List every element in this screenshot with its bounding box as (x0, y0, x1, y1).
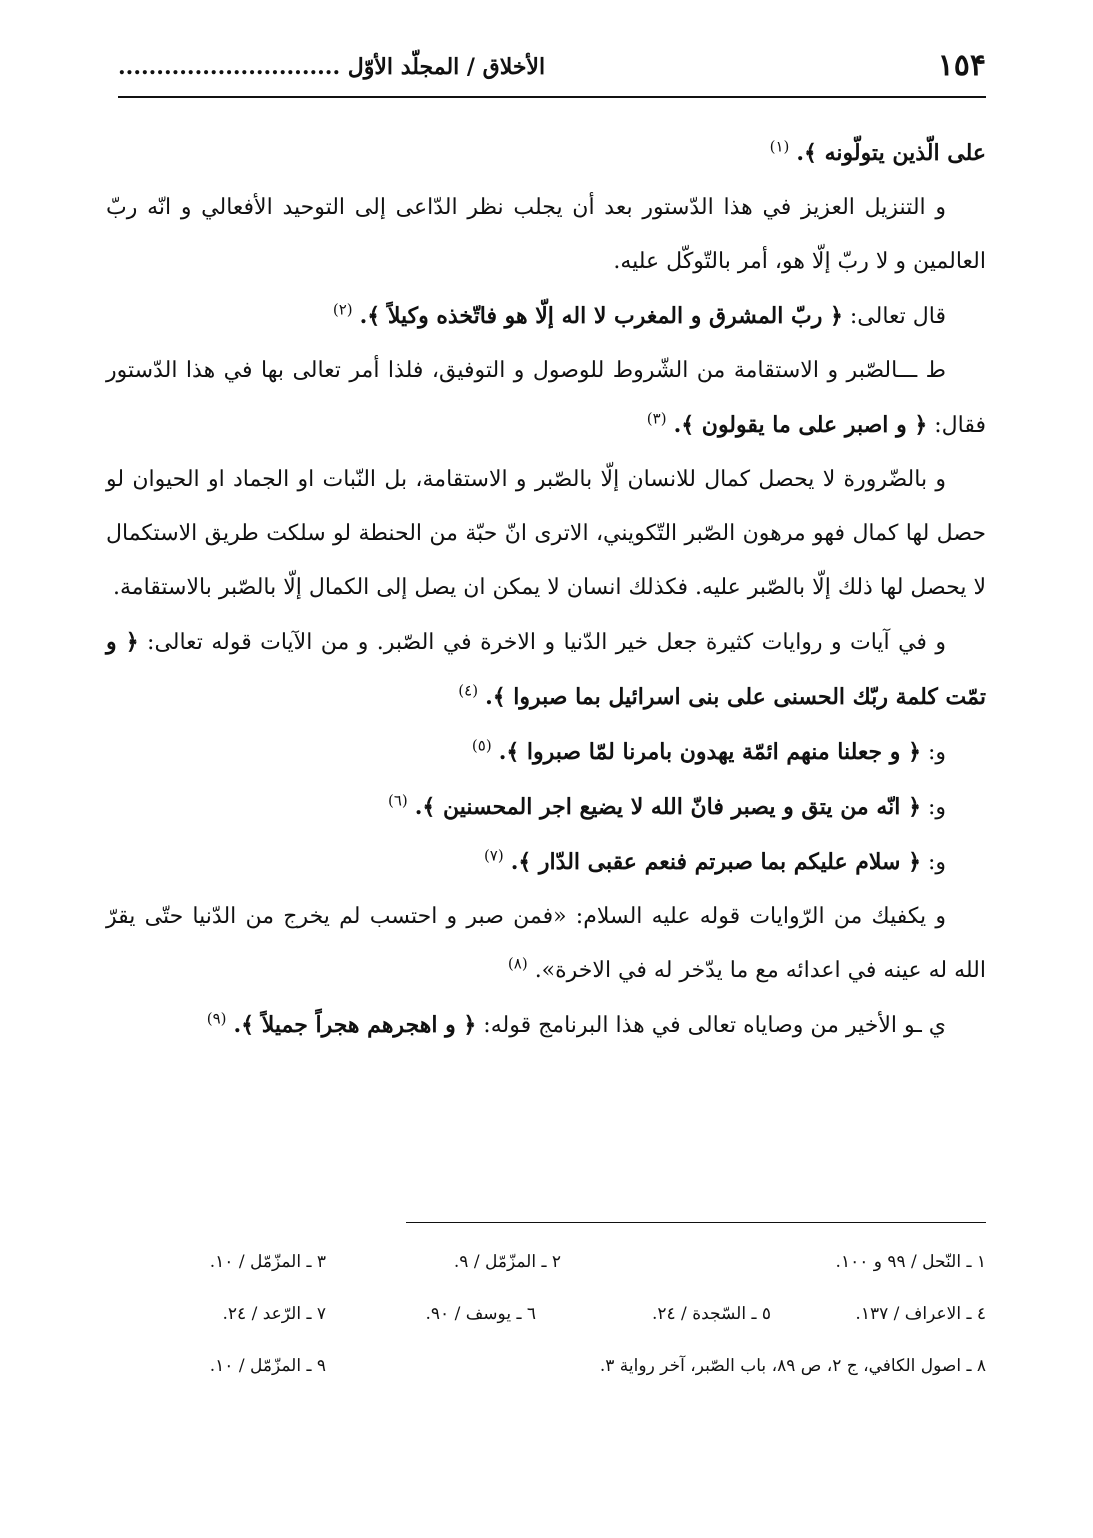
paragraph: و التنزيل العزيز في هذا الدّستور بعد أن يجلب نظر الدّاعى إلى التوحيد الأفعالي و انّه ربّ العالمين و لا ربّ إلّا هو، أمر بالتّوكّل عليه. (106, 195, 986, 274)
footnote-4: ٤ ـ الاعراف / ١٣٧. (855, 1304, 986, 1324)
footnote-ref: (٧) (483, 846, 504, 865)
footnote-ref: (٤) (458, 681, 479, 700)
footnote-7: ٧ ـ الرّعد / ٢٤. (222, 1304, 326, 1324)
verse-line (106, 835, 986, 890)
quran-verse: ﴿ سلام عليكم بما صبرتم فنعم عقبى الدّار ﴾. (510, 849, 921, 875)
footnote-5: ٥ ـ السّجدة / ٢٤. (651, 1304, 771, 1324)
quran-verse: على الّذين يتولّونه ﴾. (796, 140, 986, 166)
main-text (106, 126, 986, 1053)
verse-line (106, 725, 986, 780)
quran-verse: ﴿ و اهجرهم هجراً جميلاً ﴾. (233, 1012, 477, 1038)
verse-lead: و: (920, 795, 946, 820)
footnote-ref: (٥) (471, 736, 492, 755)
paragraph-text: و في آيات و روايات كثيرة جعل خير الدّنيا و الاخرة في الصّبر. و من الآيات قوله تعالى: (138, 630, 946, 655)
paragraph (106, 998, 986, 1053)
footnote-divider (406, 1222, 986, 1223)
verse-lead: و: (920, 850, 946, 875)
footnote-3: ٣ ـ المزّمّل / ١٠. (209, 1252, 326, 1272)
footnote-1: ١ ـ النّحل / ٩٩ و ١٠٠. (835, 1252, 986, 1272)
quran-verse: ﴿ و تمّت كلمة ربّك الحسنى على بنى اسرائيل بما صبروا ﴾. (106, 629, 986, 710)
paragraph: و بالضّرورة لا يحصل كمال للانسان إلّا بالصّبر و الاستقامة، بل النّبات او الجماد او الحيوان لو حصل لها كمال فهو مرهون الصّبر التّكويني، الاترى انّ حبّة من الحنطة لو سلكت طريق الاستكمال لا يحصل لها ذلك إلّا بالصّبر عليه. فكذلك انسان لا يمكن ان يصل إلى الكمال إلّا بالصّبر بالاستقامة. (106, 467, 986, 600)
page-header (118, 46, 986, 98)
footnotes (106, 1252, 986, 1408)
footnote-ref: (٩) (206, 1009, 227, 1028)
verse-lead: و: (920, 740, 946, 765)
footnote-row (106, 1356, 986, 1408)
footnote-ref: (١) (769, 137, 790, 156)
footnote-2: ٢ ـ المزّمّل / ٩. (453, 1252, 561, 1272)
footnote-6: ٦ ـ يوسف / ٩٠. (425, 1304, 536, 1324)
footnote-ref: (٢) (332, 300, 353, 319)
quran-verse: ﴿ ربّ المشرق و المغرب لا اله إلّا هو فاتّخذه وكيلاً ﴾. (359, 303, 843, 329)
paragraph (106, 890, 986, 998)
quran-verse: ﴿ انّه من يتق و يصبر فانّ الله لا يضيع اجر المحسنين ﴾. (414, 794, 921, 820)
paragraph-text: و يكفيك من الرّوايات قوله عليه السلام: «فمن صبر و احتسب لم يخرج من الدّنيا حتّى يقرّ الله له عينه في اعدائه مع ما يدّخر له في الاخرة». (106, 904, 986, 983)
footnote-ref: (٣) (646, 409, 667, 428)
paragraph (106, 615, 986, 725)
footnote-ref: (٦) (387, 791, 408, 810)
running-title: الأخلاق / المجلّد الأوّل ............................. (118, 54, 546, 80)
paragraph (106, 126, 986, 181)
footnote-8: ٨ ـ اصول الكافي، ج ٢، ص ٨٩، باب الصّبر، آخر رواية ٣. (599, 1356, 986, 1376)
footnote-row (106, 1304, 986, 1356)
paragraph (106, 289, 986, 344)
paragraph-text: قال تعالى: (842, 304, 946, 329)
footnote-9: ٩ ـ المزّمّل / ١٠. (209, 1356, 326, 1376)
paragraph-text: ي ـو الأخير من وصاياه تعالى في هذا البرنامج قوله: (476, 1013, 946, 1038)
footnote-row (106, 1252, 986, 1304)
paragraph (106, 344, 986, 453)
paragraph-text: ط ـــالصّبر و الاستقامة من الشّروط للوصول و التوفيق، فلذا أمر تعالى بها في هذا الدّستور فقال: (106, 358, 986, 438)
quran-verse: ﴿ و اصبر على ما يقولون ﴾. (673, 412, 928, 438)
quran-verse: ﴿ و جعلنا منهم ائمّة يهدون بامرنا لمّا صبروا ﴾. (498, 739, 921, 765)
footnote-ref: (٨) (507, 954, 528, 973)
page-number: ١٥۴ (937, 48, 986, 83)
verse-line (106, 780, 986, 835)
